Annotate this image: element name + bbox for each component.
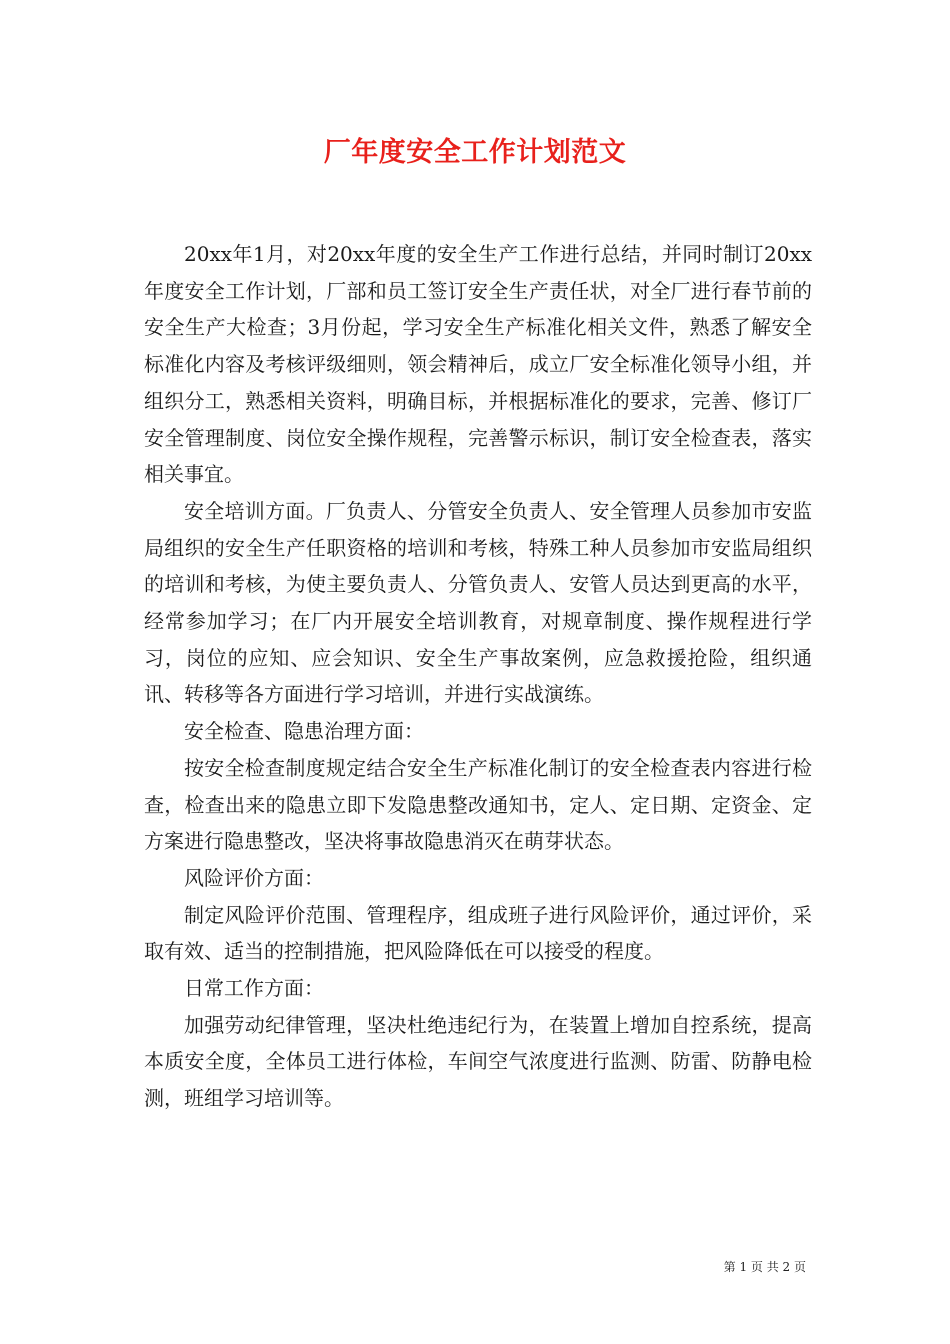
page-number-footer: 第 1 页 共 2 页 <box>723 1260 806 1274</box>
section-heading: 安全检查、隐患治理方面： <box>184 719 424 744</box>
document-body <box>144 236 812 1117</box>
paragraph: 按安全检查制度规定结合安全生产标准化制订的安全检查表内容进行检查，检查出来的隐患立即下发隐患整改通知书，定人、定日期、定资金、定方案进行隐患整改，坚决将事故隐患消灭在萌芽状态。 <box>144 755 812 854</box>
section-heading: 日常工作方面： <box>184 976 324 1001</box>
paragraph: 安全培训方面。厂负责人、分管安全负责人、安全管理人员参加市安监局组织的安全生产任职资格的培训和考核，特殊工种人员参加市安监局组织的培训和考核，为使主要负责人、分管负责人、安管人员达到更高的水平，经常参加学习；在厂内开展安全培训教育，对规章制度、操作规程进行学习，岗位的应知、应会知识、安全生产事故案例，应急救援抢险，组织通讯、转移等各方面进行学习培训，并进行实战演练。 <box>144 498 812 707</box>
paragraph: 20xx年1月，对20xx年度的安全生产工作进行总结，并同时制订20xx年度安全工作计划，厂部和员工签订安全生产责任状，对全厂进行春节前的安全生产大检查；3月份起，学习安全生产标准化相关文件，熟悉了解安全标准化内容及考核评级细则，领会精神后，成立厂安全标准化领导小组，并组织分工，熟悉相关资料，明确目标，并根据标准化的要求，完善、修订厂安全管理制度、岗位安全操作规程，完善警示标识，制订安全检查表，落实相关事宜。 <box>144 242 812 487</box>
paragraph: 加强劳动纪律管理，坚决杜绝违纪行为，在装置上增加自控系统，提高本质安全度，全体员工进行体检，车间空气浓度进行监测、防雷、防静电检测，班组学习培训等。 <box>144 1012 812 1111</box>
section-heading: 风险评价方面： <box>184 865 324 890</box>
paragraph: 制定风险评价范围、管理程序，组成班子进行风险评价，通过评价，采取有效、适当的控制措施，把风险降低在可以接受的程度。 <box>144 902 812 964</box>
document-title: 厂年度安全工作计划范文 <box>323 137 627 168</box>
